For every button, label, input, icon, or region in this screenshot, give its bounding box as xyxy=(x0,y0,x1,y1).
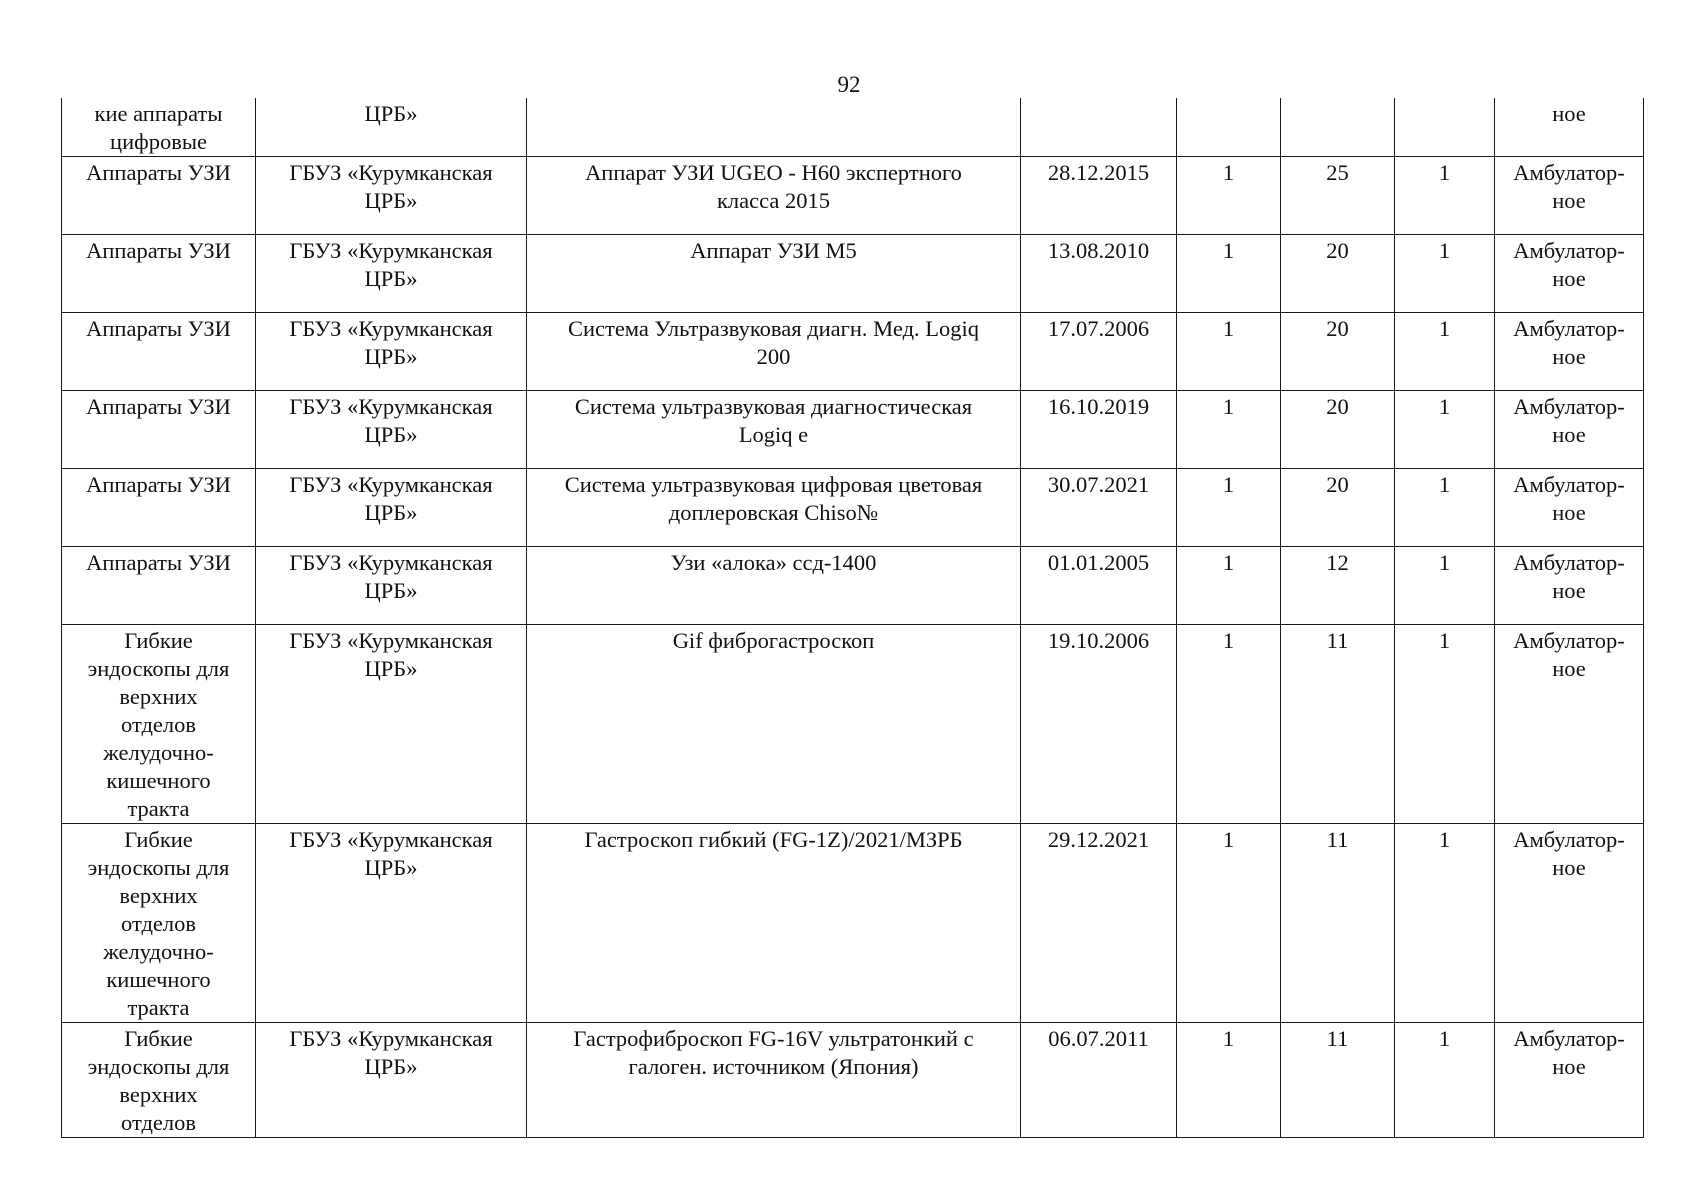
table-cell-count: 1 xyxy=(1395,313,1495,391)
table-cell-wear: 20 xyxy=(1281,235,1395,313)
table-cell-model: Система ультразвуковая цифровая цветовая доплеровская Chiso№ xyxy=(527,469,1021,547)
table-cell-care-type: Амбулатор- ное xyxy=(1495,1023,1644,1138)
table-cell-model: Аппарат УЗИ UGEO - H60 экспертного класса 2015 xyxy=(527,157,1021,235)
table-cell-model: Система Ультразвуковая диагн. Мед. Logiq 200 xyxy=(527,313,1021,391)
table-cell-wear: 11 xyxy=(1281,824,1395,1023)
table-cell-care-type: Амбулатор- ное xyxy=(1495,469,1644,547)
table-cell-count: 1 xyxy=(1395,824,1495,1023)
table-cell-quantity xyxy=(1177,98,1281,157)
table-row xyxy=(62,625,1644,824)
table-cell-date: 19.10.2006 xyxy=(1021,625,1177,824)
table-row xyxy=(62,98,1644,157)
table-cell-wear: 20 xyxy=(1281,313,1395,391)
table-row xyxy=(62,235,1644,313)
table-cell-organization: ЦРБ» xyxy=(256,98,527,157)
table-cell-count: 1 xyxy=(1395,391,1495,469)
table-cell-equipment-type: Аппараты УЗИ xyxy=(62,547,256,625)
table-cell-organization: ГБУЗ «Курумканская ЦРБ» xyxy=(256,625,527,824)
table-cell-quantity: 1 xyxy=(1177,824,1281,1023)
table-cell-count xyxy=(1395,98,1495,157)
table-cell-date xyxy=(1021,98,1177,157)
table-cell-equipment-type: Аппараты УЗИ xyxy=(62,313,256,391)
table-cell-model: Гастроскоп гибкий (FG-1Z)/2021/МЗРБ xyxy=(527,824,1021,1023)
table-cell-model: Gif фиброгастроскоп xyxy=(527,625,1021,824)
table-cell-care-type: Амбулатор- ное xyxy=(1495,391,1644,469)
table-row xyxy=(62,157,1644,235)
table-cell-quantity: 1 xyxy=(1177,313,1281,391)
table-cell-wear: 11 xyxy=(1281,1023,1395,1138)
table-cell-equipment-type: Аппараты УЗИ xyxy=(62,469,256,547)
table-cell-quantity: 1 xyxy=(1177,235,1281,313)
table-cell-organization: ГБУЗ «Курумканская ЦРБ» xyxy=(256,824,527,1023)
table-cell-equipment-type: Гибкие эндоскопы для верхних отделов желудочно- кишечного тракта xyxy=(62,625,256,824)
table-cell-count: 1 xyxy=(1395,157,1495,235)
table-body xyxy=(62,98,1644,1138)
table-cell-equipment-type: Гибкие эндоскопы для верхних отделов желудочно- кишечного тракта xyxy=(62,824,256,1023)
table-cell-count: 1 xyxy=(1395,235,1495,313)
table-cell-organization: ГБУЗ «Курумканская ЦРБ» xyxy=(256,469,527,547)
table-cell-organization: ГБУЗ «Курумканская ЦРБ» xyxy=(256,1023,527,1138)
table-cell-wear: 12 xyxy=(1281,547,1395,625)
table-cell-wear: 25 xyxy=(1281,157,1395,235)
table-cell-model: Система ультразвуковая диагностическая Logiq e xyxy=(527,391,1021,469)
table-cell-care-type: ное xyxy=(1495,98,1644,157)
table-cell-model xyxy=(527,98,1021,157)
table-cell-date: 28.12.2015 xyxy=(1021,157,1177,235)
table-cell-care-type: Амбулатор- ное xyxy=(1495,313,1644,391)
table-cell-quantity: 1 xyxy=(1177,391,1281,469)
table-row xyxy=(62,1023,1644,1138)
table-row xyxy=(62,824,1644,1023)
table-cell-wear xyxy=(1281,98,1395,157)
table-cell-care-type: Амбулатор- ное xyxy=(1495,824,1644,1023)
table-cell-care-type: Амбулатор- ное xyxy=(1495,235,1644,313)
table-cell-count: 1 xyxy=(1395,625,1495,824)
table-cell-date: 16.10.2019 xyxy=(1021,391,1177,469)
table-cell-quantity: 1 xyxy=(1177,157,1281,235)
table-cell-quantity: 1 xyxy=(1177,625,1281,824)
table-cell-count: 1 xyxy=(1395,547,1495,625)
table-cell-organization: ГБУЗ «Курумканская ЦРБ» xyxy=(256,391,527,469)
table-cell-care-type: Амбулатор- ное xyxy=(1495,625,1644,824)
table-cell-count: 1 xyxy=(1395,1023,1495,1138)
table-cell-care-type: Амбулатор- ное xyxy=(1495,547,1644,625)
table-cell-date: 13.08.2010 xyxy=(1021,235,1177,313)
table-cell-date: 17.07.2006 xyxy=(1021,313,1177,391)
table-cell-date: 30.07.2021 xyxy=(1021,469,1177,547)
table-cell-quantity: 1 xyxy=(1177,547,1281,625)
table-cell-equipment-type: Аппараты УЗИ xyxy=(62,391,256,469)
table-cell-organization: ГБУЗ «Курумканская ЦРБ» xyxy=(256,235,527,313)
table-cell-model: Аппарат УЗИ М5 xyxy=(527,235,1021,313)
table-row xyxy=(62,313,1644,391)
table-cell-date: 06.07.2011 xyxy=(1021,1023,1177,1138)
table-cell-equipment-type: Аппараты УЗИ xyxy=(62,235,256,313)
table-cell-equipment-type: Аппараты УЗИ xyxy=(62,157,256,235)
table-cell-count: 1 xyxy=(1395,469,1495,547)
table-row xyxy=(62,391,1644,469)
table-cell-wear: 20 xyxy=(1281,391,1395,469)
table-cell-model: Узи «алока» ссд-1400 xyxy=(527,547,1021,625)
table-row xyxy=(62,469,1644,547)
table-cell-model: Гастрофиброскоп FG-16V ультратонкий с галоген. источником (Япония) xyxy=(527,1023,1021,1138)
table-cell-organization: ГБУЗ «Курумканская ЦРБ» xyxy=(256,157,527,235)
table-cell-date: 01.01.2005 xyxy=(1021,547,1177,625)
page-number: 92 xyxy=(837,72,861,97)
table-cell-organization: ГБУЗ «Курумканская ЦРБ» xyxy=(256,547,527,625)
table-cell-date: 29.12.2021 xyxy=(1021,824,1177,1023)
table-cell-care-type: Амбулатор- ное xyxy=(1495,157,1644,235)
table-cell-equipment-type: кие аппараты цифровые xyxy=(62,98,256,157)
table-cell-organization: ГБУЗ «Курумканская ЦРБ» xyxy=(256,313,527,391)
table-cell-quantity: 1 xyxy=(1177,1023,1281,1138)
table-cell-quantity: 1 xyxy=(1177,469,1281,547)
table-row xyxy=(62,547,1644,625)
table-cell-wear: 11 xyxy=(1281,625,1395,824)
table-cell-wear: 20 xyxy=(1281,469,1395,547)
table-cell-equipment-type: Гибкие эндоскопы для верхних отделов xyxy=(62,1023,256,1138)
equipment-table xyxy=(61,98,1644,1138)
